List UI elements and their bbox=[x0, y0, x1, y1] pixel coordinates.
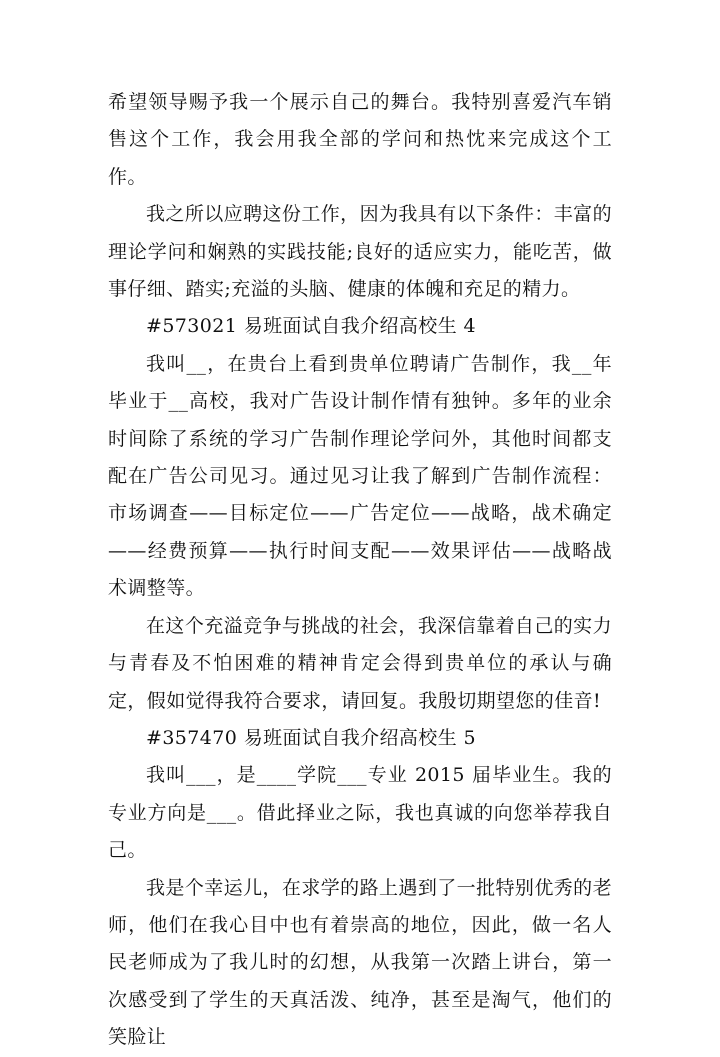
paragraph-1: 希望领导赐予我一个展示自己的舞台。我特别喜爱汽车销售这个工作，我会用我全部的学问和热忱来完成这个工作。 bbox=[108, 91, 612, 188]
section-heading-4: #573021 易班面试自我介绍高校生 4 bbox=[146, 315, 477, 338]
paragraph-6: 我是个幸运儿，在求学的路上遇到了一批特别优秀的老师，他们在我心目中也有着崇高的地位，因此，做一名人民老师成为了我儿时的幻想，从我第一次踏上讲台，第一次感受到了学生的天真活泼、纯净，甚至是淘气，他们的笑脸让 bbox=[108, 876, 612, 1049]
paragraph-3: 我叫__，在贵台上看到贵单位聘请广告制作，我__年毕业于__高校，我对广告设计制作情有独钟。多年的业余时间除了系统的学习广告制作理论学问外，其他时间都支配在广告公司见习。通过见习让我了解到广告制作流程：市场调查——目标定位——广告定位——战略，战术确定——经费预算——执行时间支配——效果评估——战略战术调整等。 bbox=[108, 352, 612, 600]
paragraph-4: 在这个充溢竞争与挑战的社会，我深信靠着自己的实力与青春及不怕困难的精神肯定会得到贵单位的承认与确定，假如觉得我符合要求，请回复。我殷切期望您的佳音! bbox=[108, 614, 612, 712]
paragraph-2: 我之所以应聘这份工作，因为我具有以下条件：丰富的理论学问和娴熟的实践技能;良好的适应实力，能吃苦，做事仔细、踏实;充溢的头脑、健康的体魄和充足的精力。 bbox=[108, 203, 612, 301]
paragraph-5: 我叫___，是____学院___专业 2015 届毕业生。我的专业方向是___。借此择业之际，我也真诚的向您举荐我自己。 bbox=[108, 764, 612, 862]
section-heading-5: #357470 易班面试自我介绍高校生 5 bbox=[146, 726, 477, 749]
document-body bbox=[108, 84, 612, 1057]
